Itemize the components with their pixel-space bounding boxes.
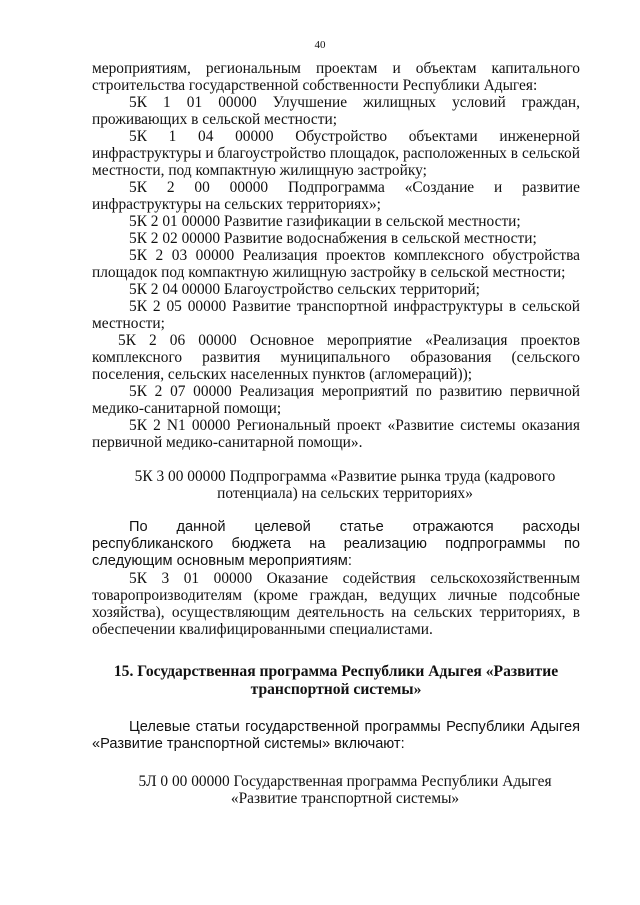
page-number: 40: [314, 39, 326, 51]
paragraph: 5К 2 06 00000 Основное мероприятие «Реализация проектов комплексного развития муниципального образования (сельского поселения, сельских населенных пунктов (агломераций));: [92, 332, 580, 383]
subprogram-title: 5К 3 00 00000 Подпрограмма «Развитие рынка труда (кадрового потенциала) на сельских территориях»: [134, 468, 556, 502]
section-heading: 15. Государственная программа Республики Адыгея «Развитие транспортной системы»: [113, 663, 559, 698]
paragraph: мероприятиям, региональным проектам и объектам капитального строительства государственной собственности Республики Адыгея:: [92, 60, 580, 94]
paragraph: 5К 2 04 00000 Благоустройство сельских территорий;: [129, 281, 480, 298]
paragraph: 5К 3 01 00000 Оказание содействия сельскохозяйственным товаропроизводителям (кроме граждан, ведущих личные подсобные хозяйства), осуществляющим деятельность на сельских территориях, в обеспечении квалифицированными специалистами.: [92, 570, 580, 638]
paragraph: 5К 2 03 00000 Реализация проектов комплексного обустройства площадок под компактную жилищную застройку в сельской местности;: [92, 247, 580, 281]
program-title: 5Л 0 00 00000 Государственная программа Республики Адыгея «Развитие транспортной системы»: [138, 773, 552, 807]
paragraph: 5К 2 05 00000 Развитие транспортной инфраструктуры в сельской местности;: [92, 298, 580, 332]
paragraph: 5К 2 02 00000 Развитие водоснабжения в сельской местности;: [129, 230, 537, 247]
paragraph: 5К 2 00 00000 Подпрограмма «Создание и развитие инфраструктуры на сельских территориях»;: [92, 179, 580, 213]
paragraph: 5К 2 01 00000 Развитие газификации в сельской местности;: [129, 213, 521, 230]
paragraph: 5К 2 07 00000 Реализация мероприятий по развитию первичной медико-санитарной помощи;: [92, 383, 580, 417]
paragraph: 5К 1 04 00000 Обустройство объектами инженерной инфраструктуры и благоустройство площадок, расположенных в сельской местности, под компактную жилищную застройку;: [92, 128, 580, 179]
paragraph: 5К 2 N1 00000 Региональный проект «Развитие системы оказания первичной медико-санитарной помощи».: [92, 417, 580, 451]
paragraph: По данной целевой статье отражаются расходы республиканского бюджета на реализацию подпрограммы по следующим основным мероприятиям:: [92, 519, 580, 569]
paragraph: 5К 1 01 00000 Улучшение жилищных условий граждан, проживающих в сельской местности;: [92, 94, 580, 128]
intro-paragraph: Целевые статьи государственной программы Республики Адыгея «Развитие транспортной системы» включают:: [92, 719, 580, 752]
document-body: [92, 60, 580, 807]
